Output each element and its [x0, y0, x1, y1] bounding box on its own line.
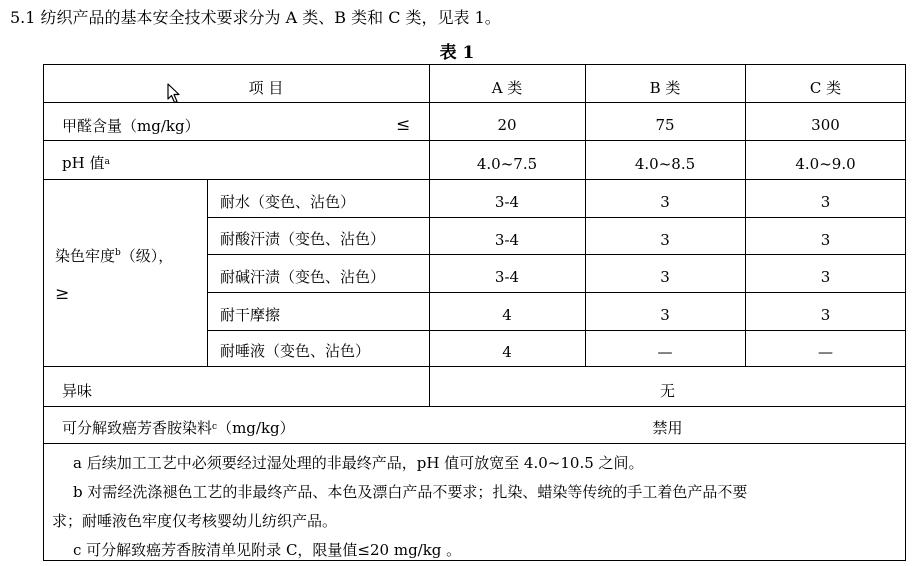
footnote-a: a 后续加工工艺中必须要经过湿处理的非最终产品，pH 值可放宽至 4.0~10.5 之间。	[73, 454, 644, 472]
ph-class-a: 4.0~7.5	[476, 155, 538, 173]
ph-class-c: 4.0~9.0	[795, 155, 856, 173]
colorfastness-item-class-c: 3	[820, 230, 831, 249]
row-divider	[207, 254, 906, 255]
header-class-b: B 类	[649, 78, 681, 97]
row-divider	[43, 406, 906, 407]
colorfastness-footnote-marker: b	[115, 248, 121, 258]
footnote-b: b 对需经洗涤褪色工艺的非最终产品、本色及漂白产品不要求；扎染、蜡染等传统的手工着色产品不要	[73, 483, 748, 501]
row-label-ph: pH 值 a	[62, 153, 110, 172]
row-divider	[207, 330, 906, 331]
colorfastness-item-class-b: 3	[660, 306, 670, 324]
colorfastness-item-class-c: 3	[820, 268, 831, 286]
formaldehyde-class-c: 300	[811, 116, 840, 134]
colorfastness-label-text: 染色牢度	[55, 247, 116, 265]
row-divider	[207, 292, 906, 293]
row-divider	[43, 140, 906, 141]
colorfastness-item-class-c: 3	[820, 306, 831, 324]
colorfastness-item-class-c: 3	[820, 193, 831, 211]
row-label-formaldehyde: 甲醛含量（mg/kg）	[62, 116, 200, 135]
ph-label-text: pH 值	[62, 153, 105, 172]
row-divider	[43, 179, 906, 180]
formaldehyde-class-b: 75	[655, 116, 675, 134]
colorfastness-operator: ≥	[55, 284, 70, 304]
row-operator-formaldehyde: ≤	[396, 115, 411, 135]
colorfastness-item-label: 耐酸汗渍（变色、沾色）	[220, 230, 386, 248]
colorfastness-item-label: 耐碱汗渍（变色、沾色）	[220, 267, 386, 286]
colorfastness-item-label: 耐干摩擦	[220, 305, 281, 324]
amine-label-text: 可分解致癌芳香胺染料	[62, 418, 213, 437]
colorfastness-item-class-a: 3-4	[494, 268, 520, 286]
colorfastness-item-class-b: —	[657, 342, 673, 361]
amine-label-unit: （mg/kg）	[217, 418, 295, 437]
header-class-a: A 类	[491, 78, 523, 97]
colorfastness-item-class-c: —	[818, 342, 833, 361]
formaldehyde-class-a: 20	[497, 116, 517, 134]
footnote-c: c 可分解致癌芳香胺清单见附录 C，限量值≤20 mg/kg 。	[73, 541, 462, 559]
row-divider	[43, 443, 906, 444]
colorfastness-item-label: 耐水（变色、沾色）	[220, 192, 356, 211]
colorfastness-item-class-a: 3-4	[494, 230, 520, 249]
colorfastness-item-class-a: 4	[502, 342, 512, 361]
colorfastness-item-label: 耐唾液（变色、沾色）	[220, 341, 371, 360]
header-item: 项 目	[248, 78, 284, 97]
ph-class-b: 4.0~8.5	[634, 155, 696, 173]
colorfastness-item-class-b: 3	[660, 268, 670, 286]
row-label-amine-dyes: 可分解致癌芳香胺染料 c （mg/kg）	[62, 418, 295, 437]
colorfastness-item-class-a: 4	[502, 306, 512, 324]
mouse-pointer-icon	[167, 83, 181, 109]
column-divider	[207, 179, 208, 366]
footnote-b-continued: 求；耐唾液色牢度仅考核婴幼儿纺织产品。	[52, 512, 338, 530]
row-label-odor: 异味	[62, 381, 93, 400]
colorfastness-item-class-b: 3	[660, 193, 670, 211]
amine-dyes-value: 禁用	[652, 418, 683, 437]
colorfastness-group-label	[55, 245, 173, 266]
row-divider	[43, 366, 906, 367]
colorfastness-item-class-a: 3-4	[494, 193, 520, 211]
colorfastness-item-class-b: 3	[660, 230, 670, 249]
odor-value: 无	[659, 381, 675, 400]
row-divider	[207, 217, 906, 218]
section-intro-text: 5.1 纺织产品的基本安全技术要求分为 A 类、B 类和 C 类，见表 1。	[10, 8, 501, 27]
header-class-c: C 类	[809, 78, 842, 97]
table-title: 表 1	[439, 43, 475, 63]
colorfastness-label-grade: （级），	[120, 247, 174, 265]
